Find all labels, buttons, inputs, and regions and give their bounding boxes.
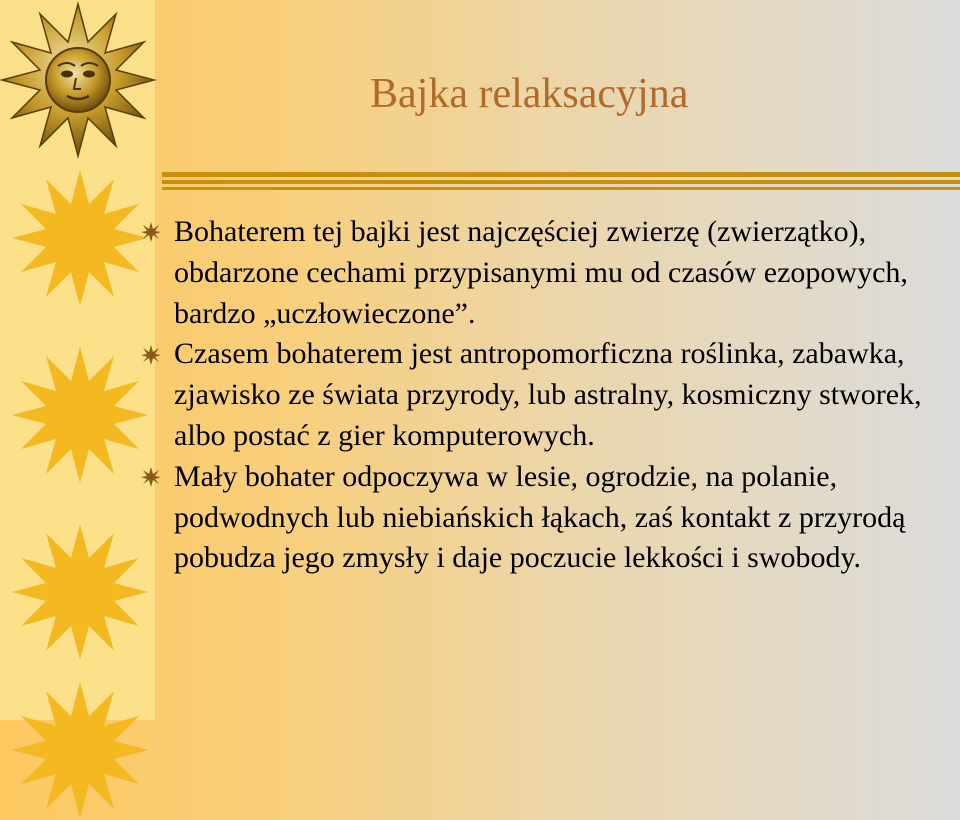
bullet-text: Czasem bohaterem jest antropomorficzna roślinka, zabawka, zjawisko ze świata przyrody, lub astralny, kosmiczny stworek, albo postać z gier komputerowych. xyxy=(174,337,922,452)
bullet-list xyxy=(140,212,950,579)
list-item xyxy=(140,457,950,579)
bullet-text: Mały bohater odpoczywa w lesie, ogrodzie, na polanie, podwodnych lub niebiańskich łąkach, zaś kontakt z przyrodą pobudza jego zmysły i daje poczucie lekkości i swobody. xyxy=(174,459,906,575)
star-bullet-icon xyxy=(140,334,174,375)
star-bullet-icon xyxy=(140,212,174,253)
bullet-text: Bohaterem tej bajki jest najczęściej zwierzę (zwierzątko), obdarzone cechami przypisanymi mu od czasów ezopowych, bardzo „uczłowieczone”. xyxy=(174,215,908,330)
title-divider xyxy=(162,170,960,194)
sun-face-icon xyxy=(0,0,160,160)
slide-title: Bajka relaksacyjna xyxy=(370,71,689,117)
list-item xyxy=(140,334,950,456)
sun-icon xyxy=(10,345,150,485)
star-bullet-icon xyxy=(140,457,174,498)
sun-icon xyxy=(10,522,150,662)
list-item xyxy=(140,212,950,334)
sun-icon xyxy=(10,680,150,820)
sun-icon xyxy=(10,168,150,308)
